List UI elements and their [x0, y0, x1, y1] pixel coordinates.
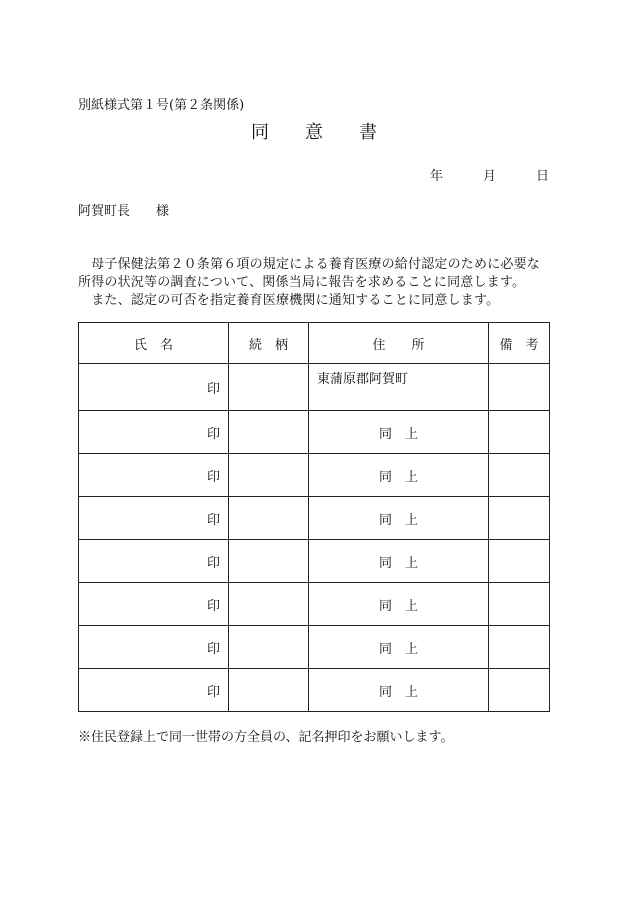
consent-paragraph-line-3: また、認定の可否を指定養育医療機関に通知することに同意します。: [78, 293, 500, 308]
relationship-cell[interactable]: [229, 583, 309, 626]
relationship-cell[interactable]: [229, 626, 309, 669]
relationship-cell[interactable]: [229, 411, 309, 454]
seal-mark: 印: [206, 469, 220, 485]
seal-mark: 印: [206, 512, 220, 528]
seal-mark: 印: [206, 641, 220, 657]
name-cell[interactable]: [79, 497, 229, 540]
table-row: [79, 454, 550, 497]
title-char-3: 書: [359, 122, 377, 143]
title-char-1: 同: [251, 122, 269, 143]
address-cell[interactable]: 同 上: [309, 583, 489, 626]
remarks-cell[interactable]: [489, 454, 550, 497]
name-cell[interactable]: [79, 583, 229, 626]
remarks-cell[interactable]: [489, 540, 550, 583]
table-row: [79, 411, 550, 454]
header-address: 住 所: [309, 323, 489, 364]
seal-mark: 印: [206, 381, 220, 397]
seal-mark: 印: [206, 555, 220, 571]
seal-mark: 印: [206, 426, 220, 442]
date-month-label: 月: [483, 169, 497, 184]
name-cell[interactable]: [79, 540, 229, 583]
name-cell[interactable]: [79, 626, 229, 669]
form-number: 別紙様式第１号(第２条関係): [78, 98, 245, 113]
consent-paragraph-line-2: 所得の状況等の調査について、関係当局に報告を求めることに同意します。: [78, 275, 526, 290]
remarks-cell[interactable]: [489, 583, 550, 626]
document-title: [0, 118, 630, 144]
relationship-cell[interactable]: [229, 364, 309, 411]
name-cell[interactable]: [79, 364, 229, 411]
name-cell[interactable]: [79, 454, 229, 497]
address-cell[interactable]: 東蒲原郡阿賀町: [309, 364, 489, 411]
footnote: ※住民登録上で同一世帯の方全員の、記名押印をお願いします。: [78, 730, 454, 745]
relationship-cell[interactable]: [229, 454, 309, 497]
address-cell[interactable]: 同 上: [309, 626, 489, 669]
table-row: [79, 669, 550, 712]
seal-mark: 印: [206, 598, 220, 614]
table-row: [79, 583, 550, 626]
address-cell[interactable]: 同 上: [309, 669, 489, 712]
header-name: 氏 名: [79, 323, 229, 364]
relationship-cell[interactable]: [229, 669, 309, 712]
relationship-cell[interactable]: [229, 497, 309, 540]
consent-paragraph-line-1: 母子保健法第２０条第６項の規定による養育医療の給付認定のために必要な: [78, 257, 541, 272]
table-row: [79, 364, 550, 411]
address-cell[interactable]: 同 上: [309, 497, 489, 540]
table-header-row: [79, 323, 550, 364]
table-row: [79, 497, 550, 540]
relationship-cell[interactable]: [229, 540, 309, 583]
header-relationship: 続 柄: [229, 323, 309, 364]
remarks-cell[interactable]: [489, 669, 550, 712]
remarks-cell[interactable]: [489, 411, 550, 454]
seal-mark: 印: [206, 684, 220, 700]
household-consent-table: [78, 322, 550, 712]
remarks-cell[interactable]: [489, 364, 550, 411]
date-year-label: 年: [430, 169, 444, 184]
table-row: [79, 626, 550, 669]
title-char-2: 意: [305, 122, 323, 143]
name-cell[interactable]: [79, 669, 229, 712]
address-cell[interactable]: 同 上: [309, 454, 489, 497]
header-remarks: 備 考: [489, 323, 550, 364]
name-cell[interactable]: [79, 411, 229, 454]
date-line: [430, 165, 549, 184]
remarks-cell[interactable]: [489, 626, 550, 669]
addressee: [78, 200, 169, 219]
addressee-name: 阿賀町長: [78, 204, 131, 219]
address-cell[interactable]: 同 上: [309, 411, 489, 454]
table-row: [79, 540, 550, 583]
remarks-cell[interactable]: [489, 497, 550, 540]
addressee-honorific: 様: [156, 204, 170, 219]
address-cell[interactable]: 同 上: [309, 540, 489, 583]
date-day-label: 日: [536, 169, 550, 184]
